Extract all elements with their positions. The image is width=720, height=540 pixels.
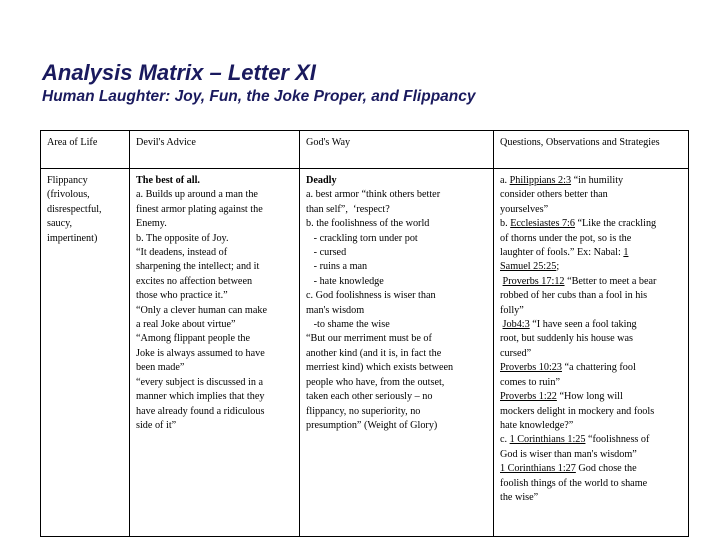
question-line: comes to ruin” (500, 376, 560, 388)
god-line: man's wisdom (306, 304, 365, 316)
question-line: root, but suddenly his house was (500, 333, 633, 345)
question-line (500, 275, 682, 289)
devil-line: “Only a clever human can make (136, 304, 267, 316)
text: “Better to meet a bear (564, 275, 657, 287)
questions-cell (494, 169, 689, 537)
text: a. (500, 175, 510, 186)
devil-line: excites no affection between (136, 275, 253, 287)
god-line: merriest kind) which exists between (306, 362, 454, 374)
devil-line: Enemy. (136, 218, 167, 230)
gods-way-cell (300, 169, 494, 537)
text: “Like the crackling (574, 218, 657, 230)
devil-line: those who practice it.” (136, 290, 228, 302)
text: “a chattering fool (561, 362, 636, 374)
question-line: mockers delight in mockery and fools (500, 405, 655, 417)
text: “foolishness of (585, 434, 650, 446)
area-line: impertinent) (47, 232, 98, 244)
question-line: of thorns under the pot, so is the (500, 232, 632, 244)
page-title: Analysis Matrix – Letter XI (42, 60, 316, 85)
question-line: folly” (500, 304, 524, 316)
text: ; (556, 261, 560, 273)
question-line: hate knowledge?” (500, 419, 574, 431)
scripture-link[interactable]: 1 (623, 247, 629, 259)
text: c. (500, 434, 510, 446)
god-line: Deadly (306, 175, 337, 186)
devil-line: “It deadens, instead of (136, 247, 228, 259)
question-line: robbed of her cubs than a fool in his (500, 290, 648, 302)
question-line: God is wiser than man's wisdom” (500, 448, 637, 460)
god-line: b. the foolishness of the world (306, 218, 430, 230)
header-devils-advice: Devil's Advice (130, 131, 300, 169)
devil-line: a real Joke about virtue” (136, 319, 236, 331)
god-line: - ruins a man (306, 261, 368, 273)
question-line (500, 462, 682, 476)
scripture-link[interactable]: Samuel 25:25 (500, 261, 557, 273)
area-of-life-cell (41, 169, 130, 537)
devil-line: “every subject is discussed in a (136, 376, 264, 388)
area-line: disrespectful, (47, 203, 102, 215)
god-line: -to shame the wise (306, 319, 390, 331)
text: “How long will (556, 391, 623, 403)
text: “I have seen a fool taking (529, 319, 637, 331)
god-line: another kind (and it is, in fact the (306, 347, 442, 359)
area-line: Flippancy (47, 175, 88, 186)
god-line: presumption” (Weight of Glory) (306, 419, 438, 431)
question-line (500, 318, 682, 332)
god-line: - hate knowledge (306, 275, 384, 287)
god-line: taken each other seriously – no (306, 391, 433, 403)
page-subtitle: Human Laughter: Joy, Fun, the Joke Proper, and Flippancy (42, 88, 476, 105)
text: “in humility (571, 175, 624, 186)
god-line: people who have, from the outset, (306, 376, 445, 388)
devil-line: The best of all. (136, 175, 200, 186)
scripture-link[interactable]: Proverbs 1:22 (500, 391, 557, 403)
text: b. (500, 218, 511, 230)
god-line: - cursed (306, 247, 347, 259)
question-line (500, 260, 682, 274)
devil-line: finest armor plating against the (136, 203, 263, 215)
scripture-link[interactable]: Philippians 2:3 (509, 175, 572, 186)
god-line: a. best armor “think others better (306, 189, 441, 201)
god-line: than self”, ‘respect? (306, 203, 390, 215)
text: laughter of fools.” Ex: Nabal: (500, 247, 624, 259)
god-line: - crackling torn under pot (306, 232, 418, 244)
god-line: flippancy, no superiority, no (306, 405, 421, 417)
flippancy-row (41, 169, 689, 537)
header-questions: Questions, Observations and Strategies (494, 131, 689, 169)
text: God chose the (575, 463, 637, 475)
god-line: c. God foolishness is wiser than (306, 290, 436, 302)
question-line: foolish things of the world to shame (500, 477, 648, 489)
devil-line: manner which implies that they (136, 391, 265, 403)
header-gods-way: God's Way (300, 131, 494, 169)
scripture-link[interactable]: Proverbs 10:23 (500, 362, 562, 374)
god-line: “But our merriment must be of (306, 333, 432, 345)
question-line (500, 174, 682, 188)
scripture-link[interactable]: 1 Corinthians 1:27 (500, 463, 576, 475)
devil-line: Joke is always assumed to have (136, 347, 265, 359)
header-row (41, 131, 689, 169)
devil-line: have already found a ridiculous (136, 405, 265, 417)
devil-line: side of it” (136, 419, 177, 431)
devil-line: been made” (136, 362, 185, 374)
question-line: the wise” (500, 491, 539, 503)
question-line (500, 390, 682, 404)
scripture-link[interactable]: 1 Corinthians 1:25 (509, 434, 586, 446)
scripture-link[interactable]: Job4:3 (502, 319, 530, 331)
question-line: yourselves” (500, 203, 549, 215)
devil-line: sharpening the intellect; and it (136, 261, 260, 273)
question-line (500, 433, 682, 447)
analysis-matrix-table (40, 130, 689, 537)
area-line: saucy, (47, 218, 73, 230)
question-line (500, 246, 682, 260)
scripture-link[interactable]: Ecclesiastes 7:6 (510, 218, 575, 230)
scripture-link[interactable]: Proverbs 17:12 (502, 275, 565, 287)
question-line (500, 217, 682, 231)
devil-line: b. The opposite of Joy. (136, 232, 229, 244)
question-line (500, 361, 682, 375)
devils-advice-cell (130, 169, 300, 537)
question-line: cursed” (500, 347, 532, 359)
header-area-of-life: Area of Life (41, 131, 130, 169)
question-line: consider others better than (500, 189, 608, 201)
area-line: (frivolous, (47, 189, 90, 201)
devil-line: a. Builds up around a man the (136, 189, 258, 201)
devil-line: “Among flippant people the (136, 333, 251, 345)
